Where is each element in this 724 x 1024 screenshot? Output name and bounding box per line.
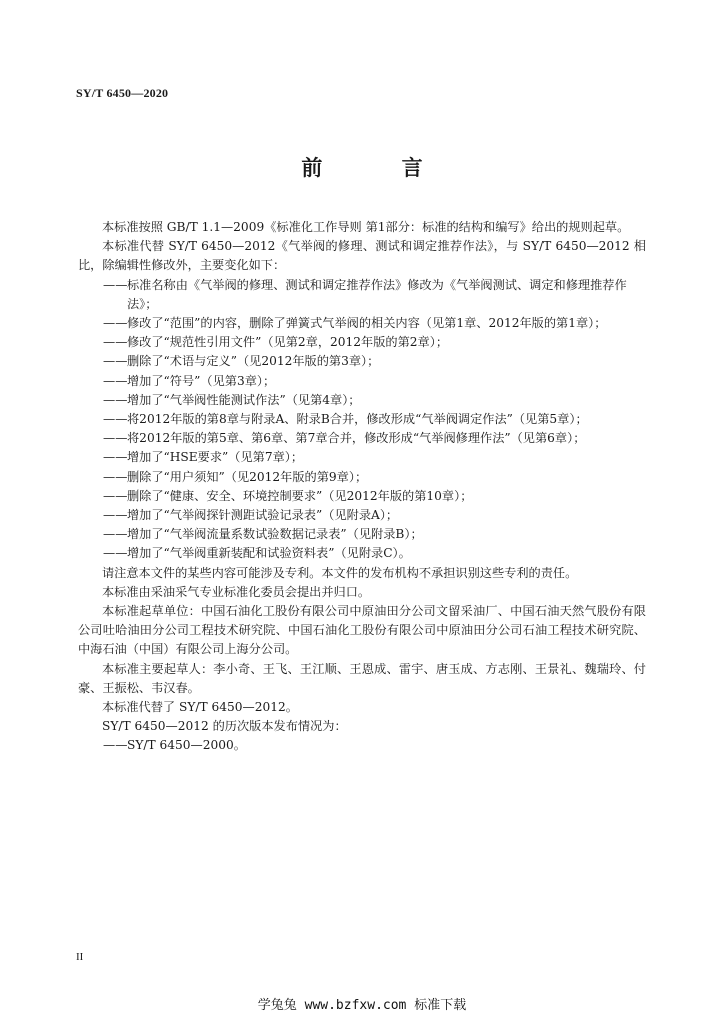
- list-item: ——修改了“规范性引用文件”（见第2章，2012年版的第2章）；: [78, 333, 646, 352]
- paragraph-proposed-by: 本标准由采油采气专业标准化委员会提出并归口。: [102, 584, 371, 599]
- dash-mark: ——: [103, 527, 128, 542]
- list-item: ——将2012年版的第5章、第6章、第7章合并，修改形成“气举阀修理作法”（见第6章）；: [78, 429, 646, 448]
- list-item: ——增加了“符号”（见第3章）；: [78, 372, 646, 391]
- changes-list: [78, 276, 646, 564]
- paragraph-supersedes: 本标准代替了 SY/T 6450—2012。: [102, 700, 298, 715]
- standard-code: SY/T 6450—2020: [76, 86, 169, 100]
- paragraph-drafting-units: 本标准起草单位：中国石油化工股份有限公司中原油田分公司文留采油厂、中国石油天然气股份有限公司吐哈油田分公司工程技术研究院、中国石油化工股份有限公司中原油田分公司石油工程技术研究院、中海石油（中国）有限公司上海分公司。: [78, 604, 646, 657]
- dash-mark: ——: [103, 392, 128, 407]
- list-item: ——删除了“用户须知”（见2012年版的第9章）；: [78, 468, 646, 487]
- list-item: ——删除了“健康、安全、环境控制要求”（见2012年版的第10章）；: [78, 487, 646, 506]
- list-item: ——将2012年版的第8章与附录A、附录B合并，修改形成“气举阀调定作法”（见第5章）；: [78, 410, 646, 429]
- list-item: ——标准名称由《气举阀的修理、测试和调定推荐作法》修改为《气举阀测试、调定和修理推荐作法》；: [103, 277, 627, 311]
- paragraph-replaces: 本标准代替 SY/T 6450—2012《气举阀的修理、测试和调定推荐作法》，与 SY/T 6450—2012 相比，除编辑性修改外，主要变化如下：: [78, 239, 646, 273]
- list-item: ——增加了“气举阀流量系数试验数据记录表”（见附录B）；: [78, 525, 646, 544]
- list-item: ——增加了“HSE要求”（见第7章）；: [78, 448, 646, 467]
- paragraph-patent-notice: 请注意本文件的某些内容可能涉及专利。本文件的发布机构不承担识别这些专利的责任。: [102, 565, 578, 580]
- paragraph-drafters: 本标准主要起草人：李小奇、王飞、王江顺、王恩成、雷宇、唐玉成、方志刚、王景礼、魏瑞玲、付豪、王振松、韦汉春。: [78, 661, 646, 695]
- page-number: II: [76, 951, 84, 963]
- history-item: ——SY/T 6450—2000。: [78, 736, 646, 755]
- paragraph-history: SY/T 6450—2012 的历次版本发布情况为：: [102, 719, 347, 734]
- document-body: [78, 218, 646, 756]
- list-item: ——增加了“气举阀重新装配和试验资料表”（见附录C）。: [78, 544, 646, 563]
- dash-mark: ——: [103, 373, 128, 388]
- dash-mark: ——: [103, 508, 128, 523]
- list-item: ——修改了“范围”的内容，删除了弹簧式气举阀的相关内容（见第1章、2012年版的第1章）；: [78, 314, 646, 333]
- dash-mark: ——: [103, 335, 128, 350]
- watermark-text: 学兔兔 www.bzfxw.com 标准下载: [257, 998, 467, 1013]
- page-title: 前 言: [301, 155, 459, 180]
- dash-mark: ——: [103, 316, 128, 331]
- paragraph-drafting-rules: 本标准按照 GB/T 1.1—2009《标准化工作导则 第1部分：标准的结构和编写》给出的规则起草。: [102, 220, 630, 234]
- dash-mark: ——: [103, 431, 128, 446]
- dash-mark: ——: [103, 488, 128, 503]
- dash-mark: ——: [103, 546, 128, 561]
- dash-mark: ——: [103, 412, 128, 427]
- list-item: ——增加了“气举阀探针测距试验记录表”（见附录A）；: [78, 506, 646, 525]
- dash-mark: ——: [103, 277, 128, 292]
- list-item: ——删除了“术语与定义”（见2012年版的第3章）；: [78, 352, 646, 371]
- dash-mark: ——: [103, 354, 128, 369]
- list-item: ——增加了“气举阀性能测试作法”（见第4章）；: [78, 391, 646, 410]
- dash-mark: ——: [103, 738, 128, 753]
- dash-mark: ——: [103, 450, 128, 465]
- dash-mark: ——: [103, 469, 128, 484]
